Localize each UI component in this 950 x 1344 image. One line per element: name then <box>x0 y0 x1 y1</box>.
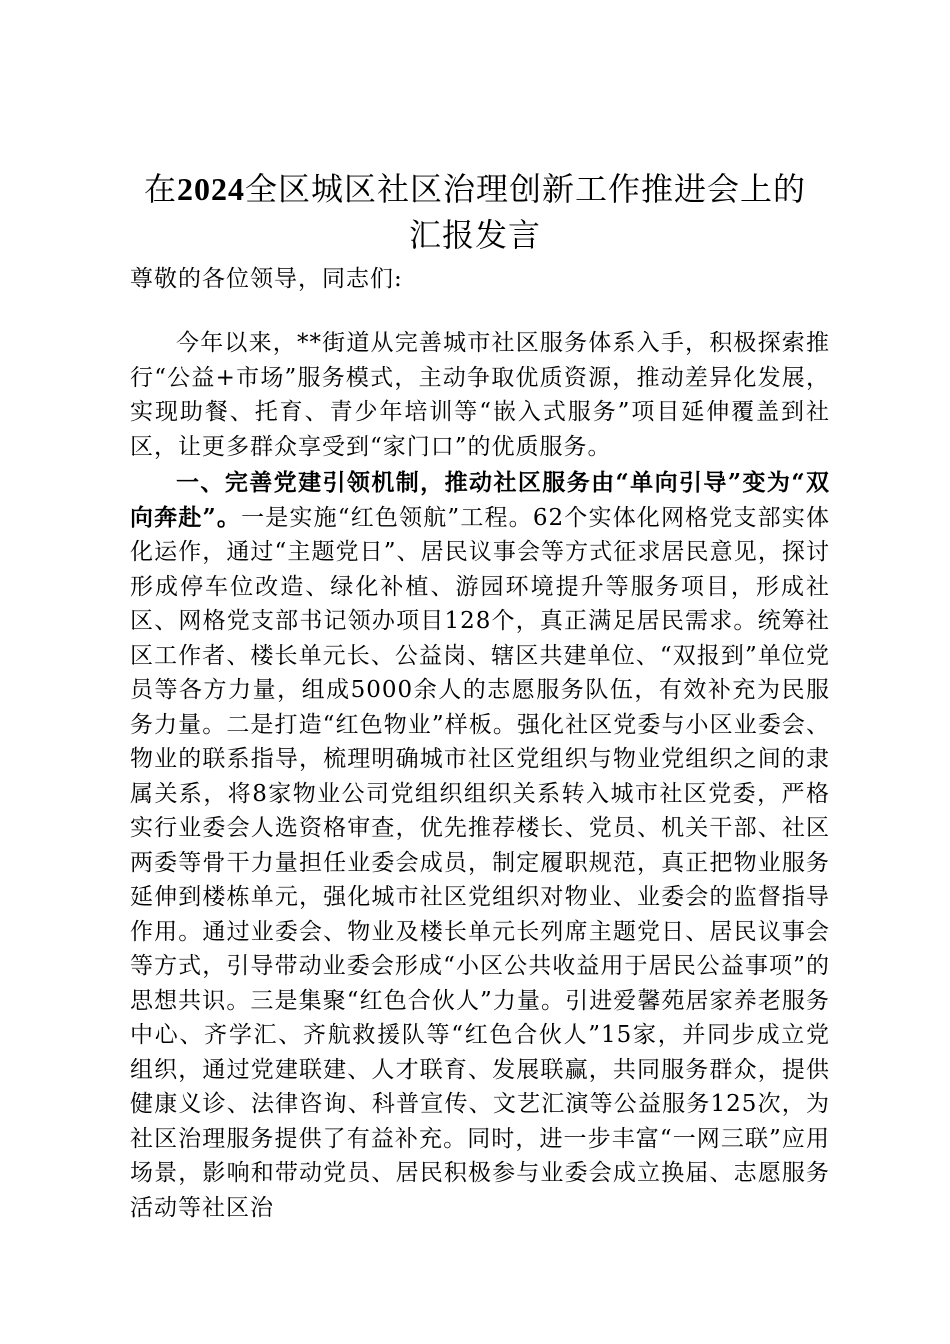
title-suffix: 全区城区社区治理创新工作推进会上的汇报发言 <box>245 170 807 254</box>
section-1-paragraph <box>130 466 830 1225</box>
section-1-body: 一是实施“红色领航”工程。62个实体化网格党支部实体化运作，通过“主题党日”、居民议事会等方式征求居民意见，探讨形成停车位改造、绿化补植、游园环境提升等服务项目，形成社区、网格党支部书记领办项目128个，真正满足居民需求。统筹社区工作者、楼长单元长、公益岗、辖区共建单位、“双报到”单位党员等各方力量，组成5000余人的志愿服务队伍，有效补充为民服务力量。二是打造“红色物业”样板。强化社区党委与小区业委会、物业的联系指导，梳理明确城市社区党组织与物业党组织之间的隶属关系，将8家物业公司党组织组织关系转入城市社区党委，严格实行业委会人选资格审查，优先推荐楼长、党员、机关干部、社区两委等骨干力量担任业委会成员，制定履职规范，真正把物业服务延伸到楼栋单元，强化城市社区党组织对物业、业委会的监督指导作用。通过业委会、物业及楼长单元长列席主题党日、居民议事会等方式，引导带动业委会形成“小区公共收益用于居民公益事项”的思想共识。三是集聚“红色合伙人”力量。引进爱馨苑居家养老服务中心、齐学汇、齐航救援队等“红色合伙人”15家，并同步成立党组织，通过党建联建、人才联育、发展联赢，共同服务群众，提供健康义诊、法律咨询、科普宣传、文艺汇演等公益服务125次，为社区治理服务提供了有益补充。同时，进一步丰富“一网三联”应用场景，影响和带动党员、居民积极参与业委会成立换届、志愿服务活动等社区治 <box>130 504 830 1221</box>
intro-paragraph: 今年以来，**街道从完善城市社区服务体系入手，积极探索推行“公益+市场”服务模式，主动争取优质资源，推动差异化发展，实现助餐、托育、青少年培训等“嵌入式服务”项目延伸覆盖到社区，让更多群众享受到“家门口”的优质服务。 <box>130 330 830 460</box>
document-title <box>130 166 820 258</box>
title-prefix: 在 <box>143 170 177 208</box>
title-year: 2024 <box>177 171 245 207</box>
salutation: 尊敬的各位领导，同志们: <box>130 266 403 292</box>
section-1-heading: 一、完善党建引领机制，推动社区服务由“单向引导”变为“双向奔赴”。 <box>130 469 830 531</box>
